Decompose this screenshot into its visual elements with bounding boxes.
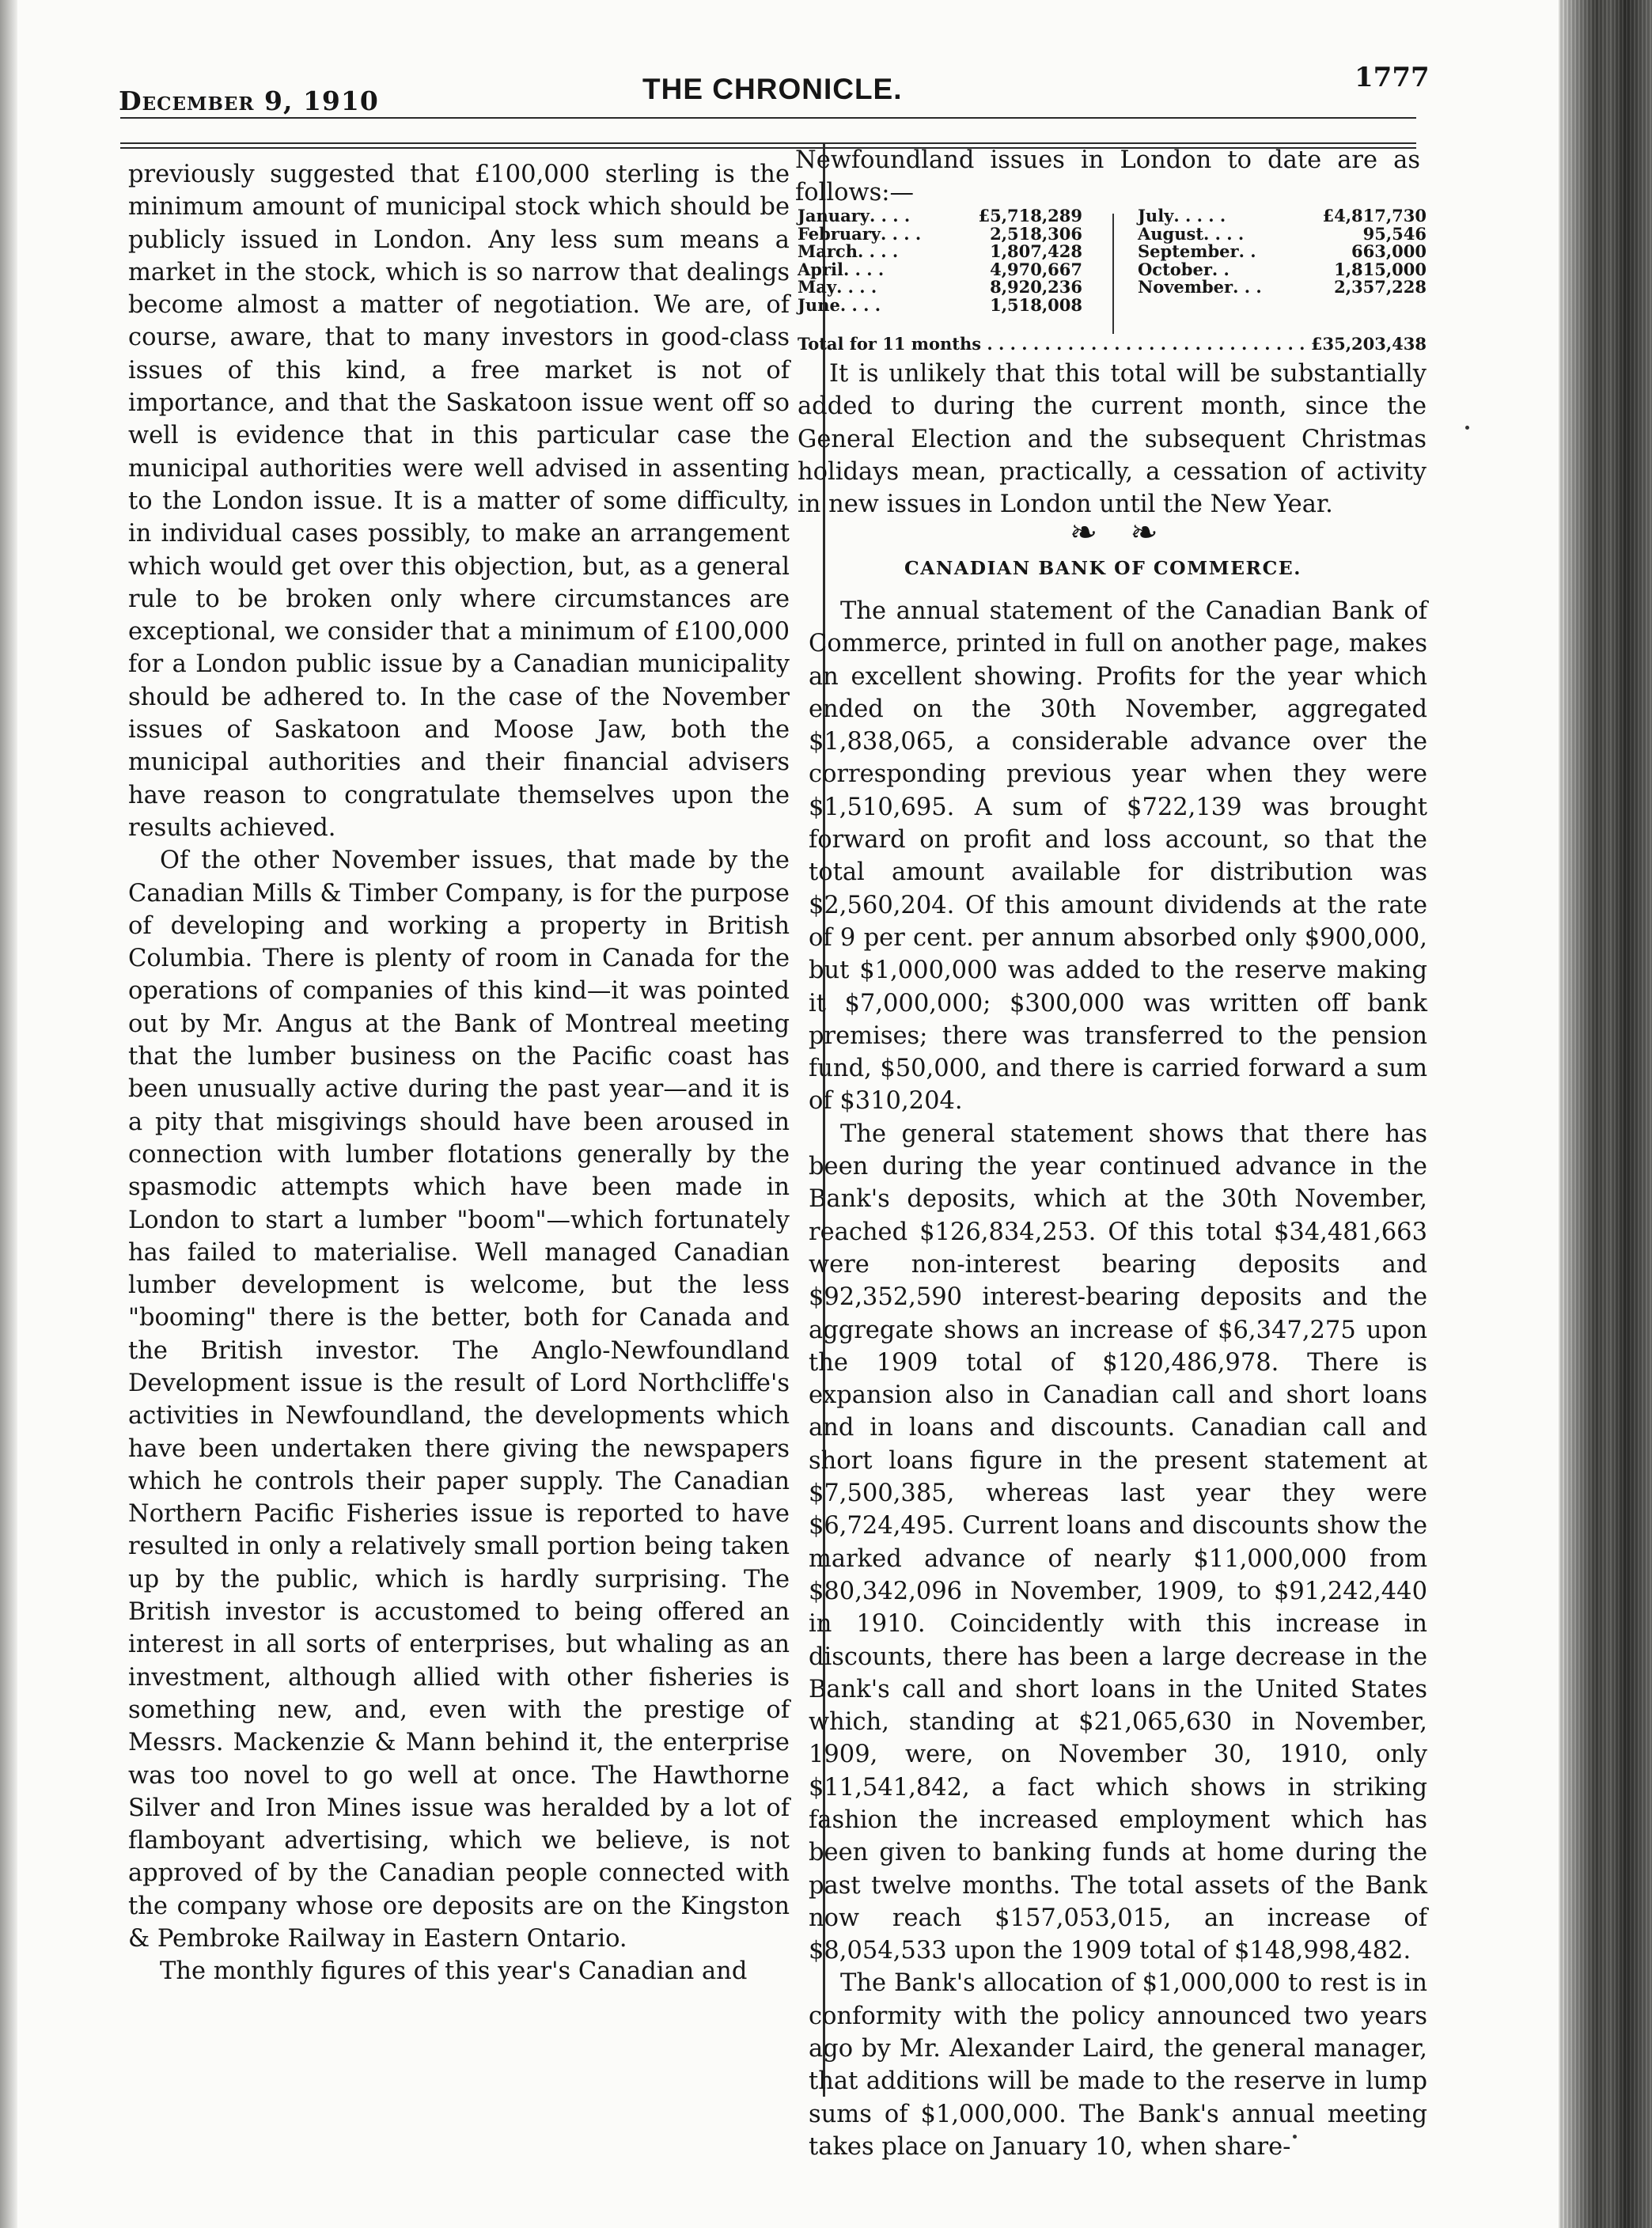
right-column-body <box>809 595 1427 2163</box>
table-row: June. . . . 1,518,008 <box>798 294 1082 315</box>
table-divider <box>1112 214 1114 334</box>
print-speck <box>1465 426 1469 430</box>
header-rule-top <box>120 117 1416 119</box>
issues-total-row: Total for 11 months . . . . . . . . . . . . . . . . . . . . . . . . . . . . £35,203,438 <box>798 334 1427 354</box>
right-column-intro <box>795 144 1420 210</box>
table-row: January. . . . £5,718,289 <box>798 206 1082 225</box>
print-speck <box>1293 2135 1297 2139</box>
issues-intro: Newfoundland issues in London to date are as follows:— <box>795 146 1420 207</box>
left-paragraph-2: Of the other November issues, that made by the Canadian Mills & Timber Company, is for the purpose of developing and working a property in British Columbia. There is plenty of room in Canada for the operations of companies of this kind—it was pointed out by Mr. Angus at the Bank of Montreal meeting that the lumber business on the Pacific coast has been unusually active during the past year—and it is a pity that misgivings should have been aroused in connection with lumber flotations generally by the spasmodic attempts which have been made in London to start a lumber "boom"—which fortunately has failed to materialise. Well managed Canadian lumber development is welcome, but the less "booming" there is the better, both for Canada and the British investor. The Anglo-Newfoundland Development issue is the result of Lord Northcliffe's activities in Newfoundland, the developments which have been undertaken there giving the newspapers which he controls their paper supply. The Canadian Northern Pacific Fisheries issue is reported to have resulted in only a relatively small portion being taken up by the public, which is hardly surprising. The British investor is accustomed to being offered an interest in all sorts of enterprises, but whaling as an investment, although allied with other fisheries is something new, and, even with the prestige of Messrs. Mackenzie & Mann behind it, the enterprise was too novel to go well at once. The Hawthorne Silver and Iron Mines issue was heralded by a lot of flamboyant advertising, which we believe, is not approved of by the Canadian people connected with the company whose ore deposits are on the Kingston & Pembroke Railway in Eastern Ontario. <box>128 847 790 1953</box>
table-row: September. . 663,000 <box>1138 241 1427 261</box>
left-column <box>128 158 790 1988</box>
after-table-text <box>798 358 1427 521</box>
page-left-edge <box>0 0 17 2228</box>
page-number: 1777 <box>1355 62 1430 93</box>
right-paragraph-1: The annual statement of the Canadian Bank of Commerce, printed in full on another page, makes an excellent showing. Profits for the year which ended on the 30th November, aggregated $1,838,065, a considerable advance over the corresponding previous year when they were $1,510,695. A sum of $722,139 was brought forward on profit and loss account, so that the total amount available for distribution was $2,560,204. Of this amount dividends at the rate of 9 per cent. per annum absorbed only $900,000, but $1,000,000 was added to the reserve making it $7,000,000; $300,000 was written off bank premises; there was transferred to the pension fund, $50,000, and there is carried forward a sum of $310,204. <box>809 597 1427 1116</box>
issues-first-half <box>798 207 1082 314</box>
table-row: February. . . . 2,518,306 <box>798 223 1082 244</box>
issues-second-half <box>1138 207 1427 297</box>
publication-title: THE CHRONICLE. <box>642 73 903 105</box>
table-row: March. . . . 1,807,428 <box>798 241 1082 261</box>
header-date: December 9, 1910 <box>119 85 379 116</box>
book-gutter-page-edges <box>1559 0 1652 2228</box>
table-row: November. . . 2,357,228 <box>1138 277 1427 297</box>
after-table-paragraph: It is unlikely that this total will be substantially added to during the current month, since the General Election and the subsequent Christmas holidays mean, practically, a cessation of activity in new issues in London until the New Year. <box>798 360 1427 519</box>
total-label: Total for 11 months <box>798 334 982 354</box>
table-row: July. . . . . £4,817,730 <box>1138 206 1427 225</box>
section-heading: CANADIAN BANK OF COMMERCE. <box>904 557 1302 579</box>
right-paragraph-2: The general statement shows that there has been during the year continued advance in the Bank's deposits, which at the 30th November, reached $126,834,253. Of this total $34,481,663 were non-interest bearing deposits and $92,352,590 interest-bearing deposits and the aggregate shows an increase of $6,347,275 upon the 1909 total of $120,486,978. There is expansion also in Canadian call and short loans and in loans and discounts. Canadian call and short loans figure in the present statement at $7,500,385, whereas last year they were $6,724,495. Current loans and discounts show the marked advance of nearly $11,000,000 from $80,342,096 in November, 1909, to $91,242,440 in 1910. Coincidently with this increase in discounts, there has been a large decrease in the Bank's call and short loans in the United States which, standing at $21,065,630 in November, 1909, were, on November 30, 1910, only $11,541,842, a fact which shows in striking fashion the increased employment which has been given to banking funds at home during the past twelve months. The total assets of the Bank now reach $157,053,015, an increase of $8,054,533 upon the 1909 total of $148,998,482. <box>809 1120 1427 1965</box>
table-row: May. . . . 8,920,236 <box>798 277 1082 297</box>
ornament-divider: ❧ ❧ <box>1070 513 1169 551</box>
table-row: October. . 1,815,000 <box>1138 259 1427 279</box>
total-amount: £35,203,438 <box>1310 334 1427 354</box>
left-paragraph-1: previously suggested that £100,000 sterling is the minimum amount of municipal stock which should be publicly issued in London. Any less sum means a market in the stock, which is so narrow that dealings become almost a matter of negotiation. We are, of course, aware, that to many investors in good-class issues of this kind, a free market is not of importance, and that the Saskatoon issue went off so well is evidence that in this particular case the municipal authorities were well advised in assenting to the London issue. It is a matter of some difficulty, in individual cases possibly, to make an arrangement which would get over this objection, but, as a general rule to be broken only where circumstances are exceptional, we consider that a minimum of £100,000 for a London public issue by a Canadian municipality should be adhered to. In the case of the November issues of Saskatoon and Moose Jaw, both the municipal authorities and their financial advisers have reason to congratulate themselves upon the results achieved. <box>128 161 790 842</box>
left-paragraph-3: The monthly figures of this year's Canadian and <box>160 1957 748 1986</box>
table-row: April. . . . 4,970,667 <box>798 259 1082 279</box>
right-paragraph-3: The Bank's allocation of $1,000,000 to rest is in conformity with the policy announced two years ago by Mr. Alexander Laird, the general manager, that additions will be made to the reserve in lump sums of $1,000,000. The Bank's annual meeting takes place on January 10, when share- <box>809 1969 1427 2161</box>
table-row: August. . . . 95,546 <box>1138 223 1427 244</box>
